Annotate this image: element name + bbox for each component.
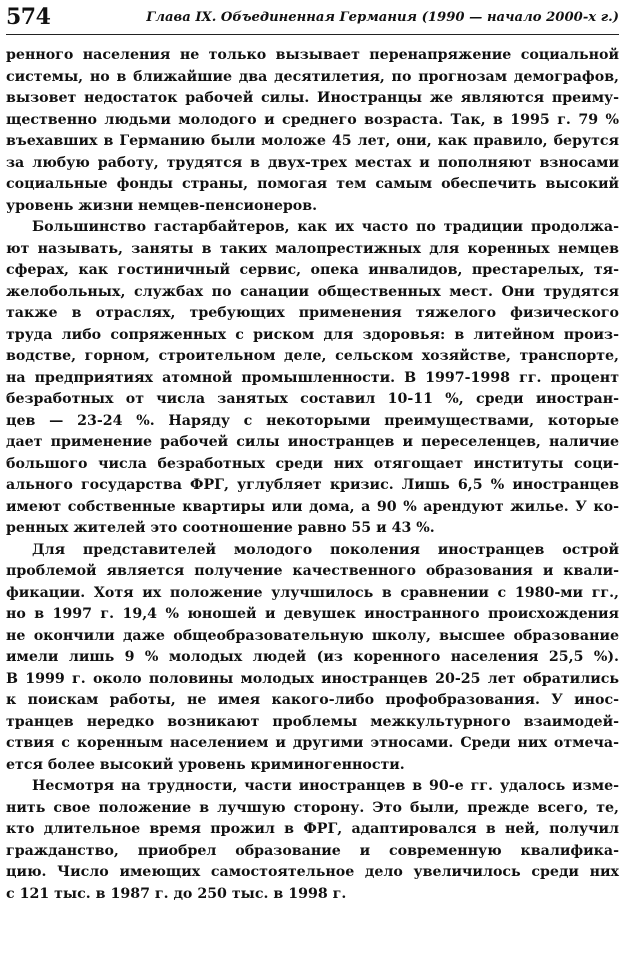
- text-line: с 121 тыс. в 1987 г. до 250 тыс. в 1998 г.: [6, 885, 347, 902]
- text-line: фикации. Хотя их положение улучшилось в сравнении с 1980-ми гг.,: [6, 584, 619, 601]
- text-line: безработных от числа занятых составил 10-11 %, среди иностран-: [6, 391, 619, 407]
- text-line: гражданство, приобрел образование и современную квалифика-: [6, 842, 619, 859]
- text-line: также в отраслях, требующих применения тяжелого физического: [6, 305, 619, 321]
- text-line: ренных жителей это соотношение равно 55 и 43 %.: [6, 520, 435, 536]
- text-line: системы, но в ближайшие два десятилетия, по прогнозам демографов,: [6, 68, 619, 85]
- text-line: Большинство гастарбайтеров, как их часто по традиции продолжа-: [32, 219, 619, 235]
- text-line: сферах, как гостиничный сервис, опека инвалидов, престарелых, тя-: [6, 262, 619, 278]
- paragraph: [6, 540, 619, 777]
- text-line: ренного населения не только вызывает перенапряжение социальной: [6, 47, 619, 63]
- text-line: ального государства ФРГ, углубляет кризис. Лишь 6,5 % иностранцев: [6, 477, 619, 493]
- text-line: имели лишь 9 % молодых людей (из коренного населения 25,5 %).: [6, 649, 619, 665]
- chapter-title: Глава IX. Объединенная Германия (1990 — начало 2000-х г.): [146, 10, 619, 25]
- text-line: труда либо сопряженных с риском для здоровья: в литейном произ-: [6, 326, 619, 343]
- paragraph: [6, 217, 619, 540]
- text-line: кто длительное время прожил в ФРГ, адаптировался в ней, получил: [6, 821, 619, 837]
- text-line: желобольных, службах по санации общественных мест. Они трудятся: [6, 283, 619, 300]
- text-line: Несмотря на трудности, части иностранцев в 90-е гг. удалось изме-: [32, 778, 619, 794]
- text-line: к поискам работы, не имея какого-либо профобразования. У инос-: [6, 692, 619, 708]
- text-line: уровень жизни немцев-пенсионеров.: [6, 197, 318, 214]
- paragraph: [6, 776, 619, 905]
- text-line: въехавших в Германию были моложе 45 лет, они, как правило, берутся: [6, 133, 619, 149]
- text-line: имеют собственные квартиры или дома, а 90 % арендуют жилье. У ко-: [6, 498, 619, 515]
- text-line: Для представителей молодого поколения иностранцев острой: [32, 541, 619, 558]
- paragraph: [6, 45, 619, 217]
- text-line: ют называть, заняты в таких малопрестижных для коренных немцев: [6, 240, 619, 257]
- text-line: на предприятиях атомной промышленности. В 1997-1998 гг. процент: [6, 369, 619, 386]
- running-head: [6, 4, 619, 35]
- text-line: но в 1997 г. 19,4 % юношей и девушек иностранного происхождения: [6, 606, 619, 622]
- text-line: транцев нередко возникают проблемы межкультурного взаимодей-: [6, 713, 619, 730]
- text-line: не окончили даже общеобразовательную школу, высшее образование: [6, 627, 619, 644]
- text-line: щественно людьми молодого и среднего возраста. Так, в 1995 г. 79 %: [6, 111, 619, 128]
- page-number: 574: [6, 4, 51, 30]
- text-line: социальные фонды страны, помогая тем самым обеспечить высокий: [6, 176, 619, 192]
- text-line: большого числа безработных среди них отягощает институты соци-: [6, 455, 619, 472]
- text-line: нить свое положение в лучшую сторону. Это были, прежде всего, те,: [6, 799, 619, 816]
- text-line: ствия с коренным населением и другими этносами. Среди них отмеча-: [6, 735, 619, 751]
- text-line: дает применение рабочей силы иностранцев и переселенцев, наличие: [6, 434, 619, 450]
- text-line: ется более высокий уровень криминогенности.: [6, 756, 405, 773]
- text-line: цев — 23-24 %. Наряду с некоторыми преимуществами, которые: [6, 412, 619, 429]
- body-text: [6, 45, 619, 905]
- text-line: за любую работу, трудятся в двух-трех местах и пополняют взносами: [6, 154, 619, 171]
- text-line: водстве, горном, строительном деле, сельском хозяйстве, транспорте,: [6, 348, 619, 364]
- text-line: В 1999 г. около половины молодых иностранцев 20-25 лет обратились: [6, 670, 619, 687]
- text-line: проблемой является получение качественного образования и квали-: [6, 563, 619, 579]
- text-line: вызовет недостаток рабочей силы. Иностранцы же являются преиму-: [6, 90, 619, 106]
- text-line: цию. Число имеющих самостоятельное дело увеличилось среди них: [6, 864, 619, 880]
